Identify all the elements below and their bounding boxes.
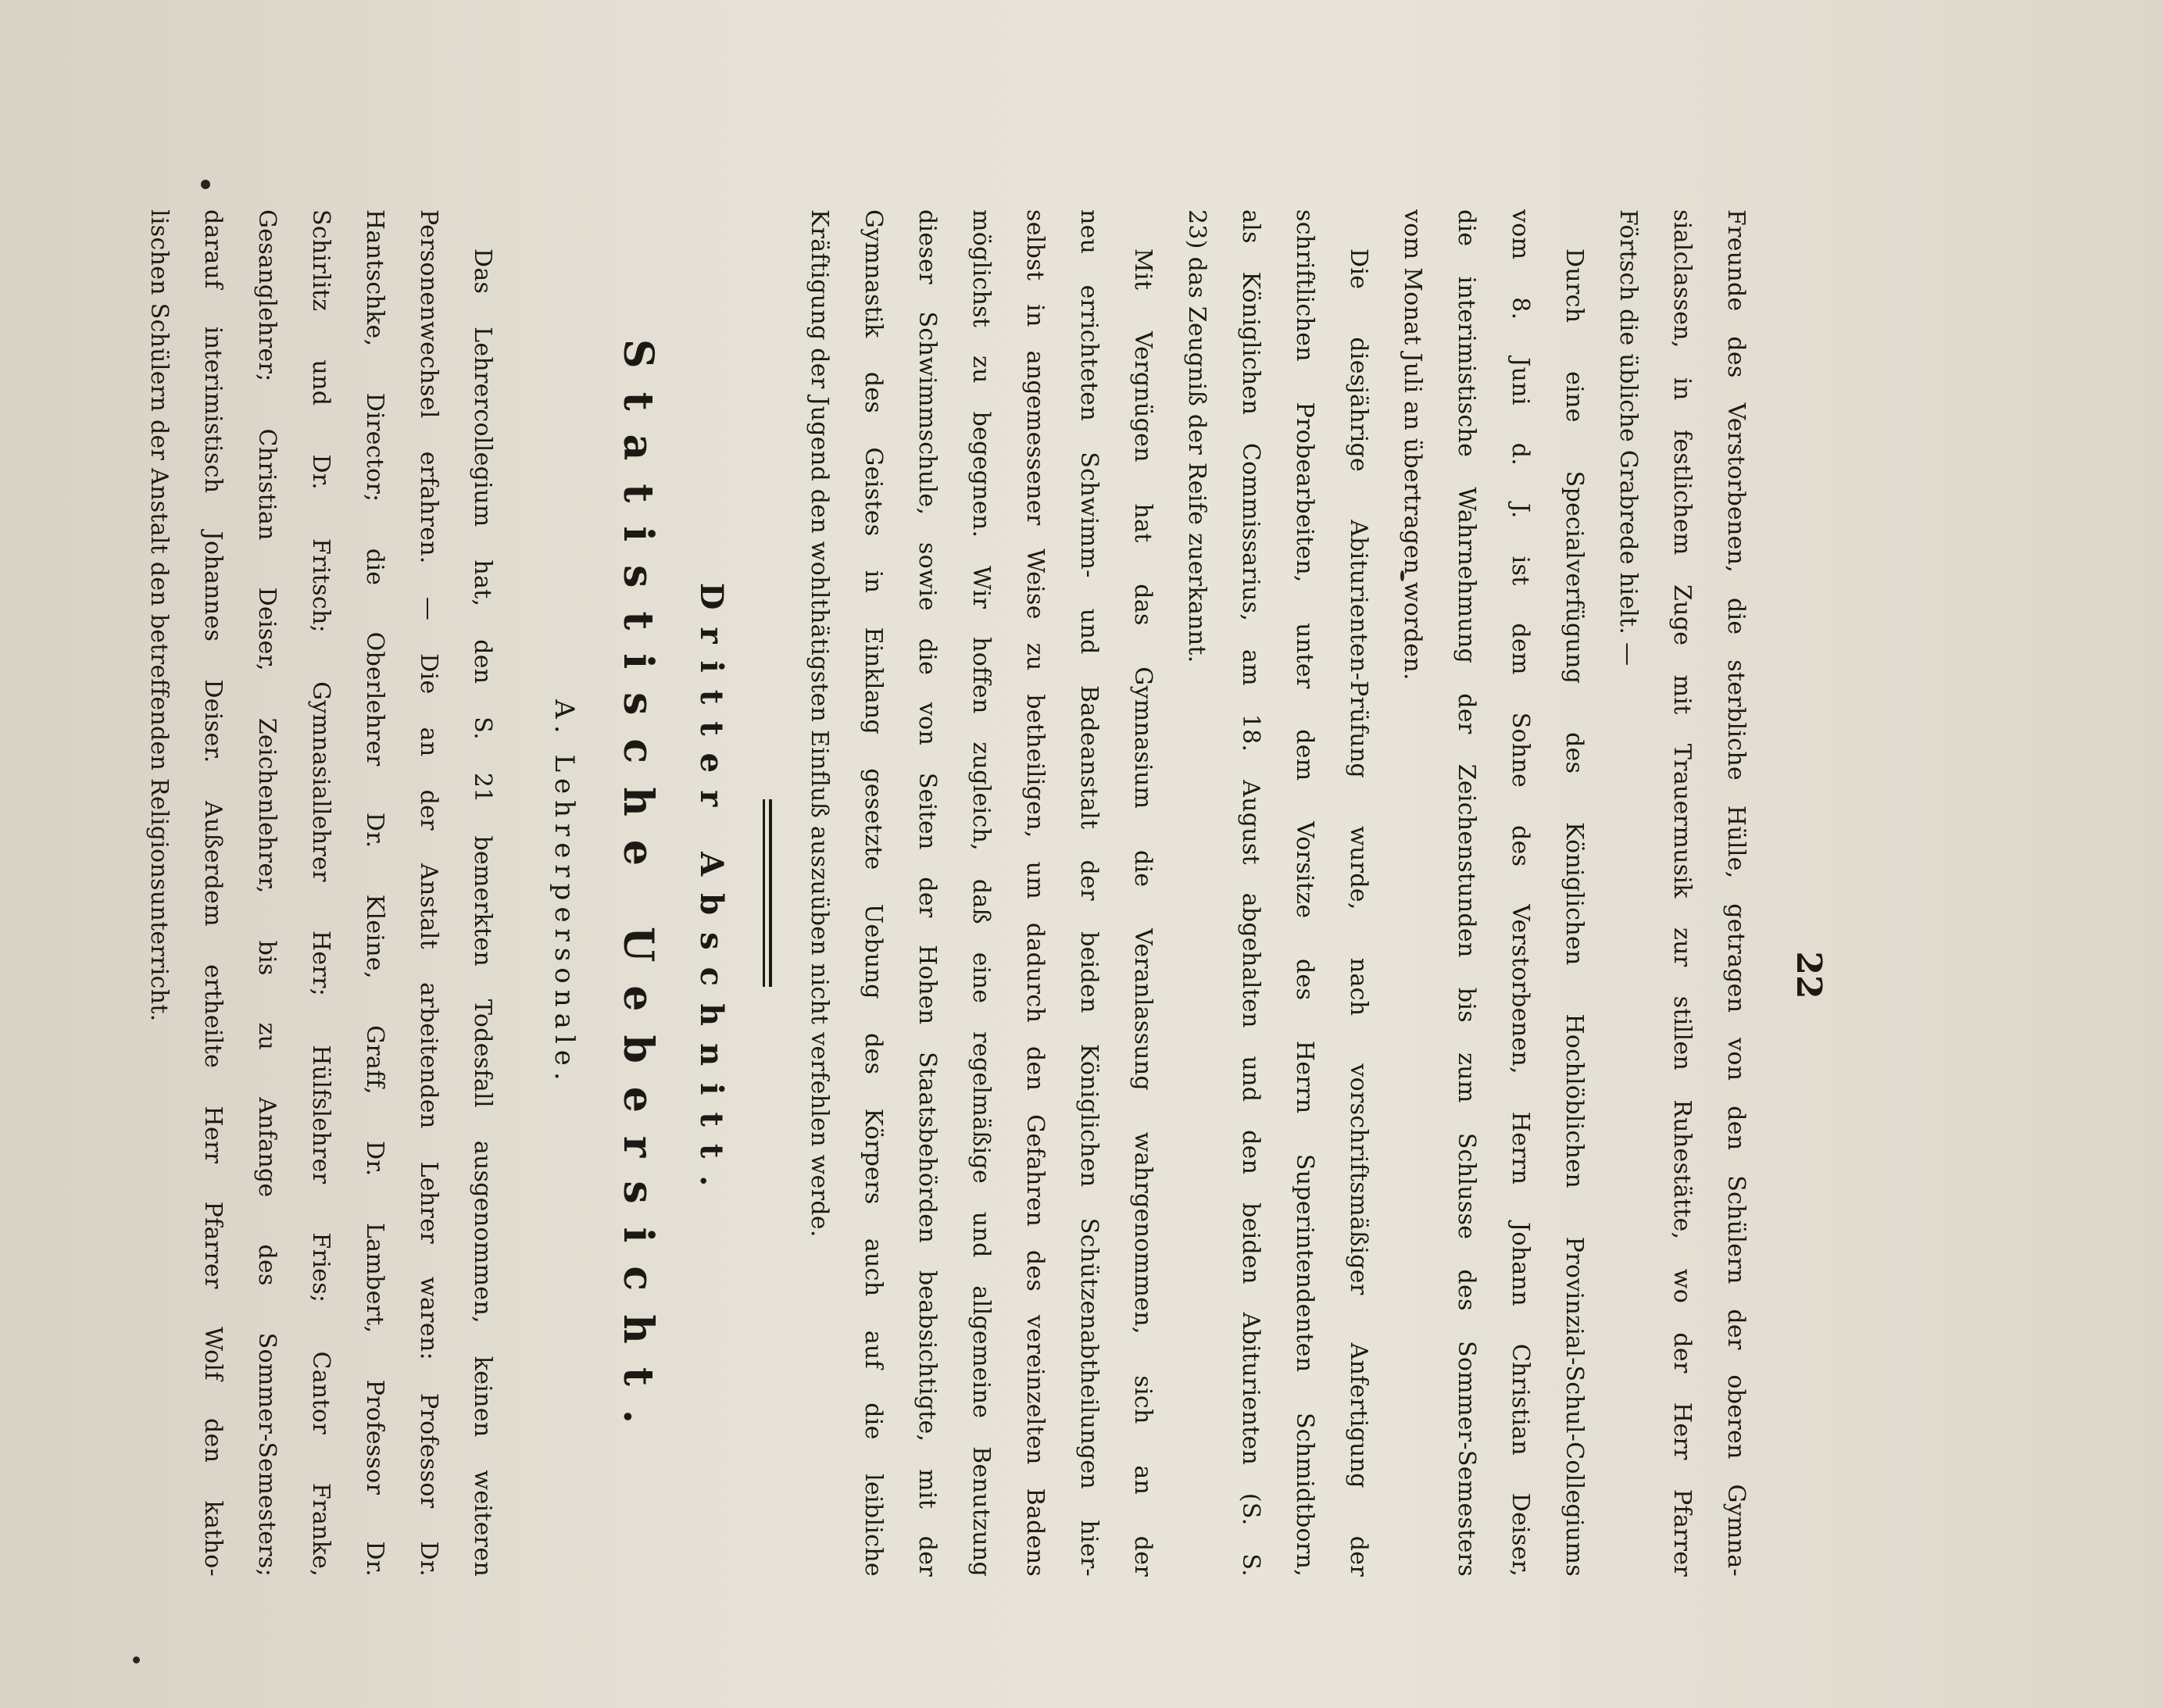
text-line: schriftlichen Probearbeiten, unter dem Vorsitze des Herrn Superintendenten Schmidtborn, (1291, 209, 1318, 1577)
text-line: lischen Schülern der Anstalt den betreffenden Religionsunterricht. (145, 209, 173, 1022)
text-line: vom Monat Juli an übertragen worden. (1399, 209, 1426, 681)
page-body (132, 209, 1763, 1577)
section-heading: Dritter Abschnitt. (693, 582, 730, 1204)
text-line: neu errichteten Schwimm- und Badeanstalt der beiden Königlichen Schützenabtheilungen hier- (1075, 209, 1103, 1577)
text-line: Die diesjährige Abiturienten-Prüfung wurde, nach vorschriftsmäßiger Anfertigung der (1345, 248, 1372, 1577)
text-line: Durch eine Specialverfügung des Königlichen Hochlöblichen Provinzial-Schul-Collegiums (1561, 248, 1588, 1577)
text-line: vom 8. Juni d. J. ist dem Sohne des Verstorbenen, Herrn Johann Christian Deiser, (1507, 209, 1534, 1577)
spacer (509, 209, 531, 1577)
text-line: die interimistische Wahrnehmung der Zeichenstunden bis zum Schlusse des Sommer-Semesters (1453, 209, 1480, 1577)
text-line: selbst in angemessener Weise zu betheiligen, um dadurch den Gefahren des vereinzelten Badens (1021, 209, 1049, 1577)
text-line: Kräftigung der Jugend den wohlthätigsten Einfluß auszuüben nicht verfehlen werde. (806, 209, 833, 1238)
ink-speck (201, 180, 210, 189)
section-title: Statistische Uebersicht. (614, 339, 662, 1447)
text-line: dieser Schwimmschule, sowie die von Seiten der Hohen Staatsbehörden beabsichtigte, mit der (913, 209, 941, 1577)
paragraph-block-2 (132, 209, 509, 1577)
text-line: als Königlichen Commissarius, am 18. August abgehalten und den beiden Abiturienten (S. S. (1237, 209, 1264, 1577)
text-line: Personenwechsel erfahren. — Die an der Anstalt arbeitenden Lehrer waren: Professor Dr. (415, 209, 442, 1577)
text-line: sialclassen, in festlichem Zuge mit Trauermusik zur stillen Ruhestätte, wo der Herr Pfarrer (1668, 209, 1696, 1577)
text-line: möglichst zu begegnen. Wir hoffen zugleich, daß eine regelmäßige und allgemeine Benutzung (967, 209, 995, 1577)
text-line: Mit Vergnügen hat das Gymnasium die Veranlassung wahrgenommen, sich an der (1129, 248, 1157, 1577)
text-line: Freunde des Verstorbenen, die sterbliche Hülle, getragen von den Schülern der oberen Gymna- (1722, 209, 1750, 1577)
text-line: 23) das Zeugniß der Reife zuerkannt. (1183, 209, 1210, 663)
section-divider-rule (763, 799, 772, 987)
text-line: Schirlitz und Dr. Fritsch; Gymnasiallehrer Herr; Hülfslehrer Fries; Cantor Franke, (307, 209, 334, 1577)
text-line: Gesanglehrer; Christian Deiser, Zeichenlehrer, bis zu Anfange des Sommer-Semesters; (253, 209, 281, 1577)
text-line: Hantschke, Director; die Oberlehrer Dr. Kleine, Graff, Dr. Lambert, Professor Dr. (361, 209, 388, 1577)
text-line: Das Lehrercollegium hat, den S. 21 bemerkten Todesfall ausgenommen, keinen weiteren (469, 248, 496, 1577)
text-line: Förtsch die übliche Grabrede hielt. — (1614, 209, 1642, 666)
text-line: Gymnastik des Geistes in Einklang gesetzte Uebung des Körpers auch auf die leibliche (860, 209, 887, 1577)
ink-speck (133, 1656, 140, 1663)
subsection-heading: A. Lehrerpersonale. (549, 699, 580, 1087)
text-line: darauf interimistisch Johannes Deiser. Außerdem ertheilte Herr Pfarrer Wolf den katho- (199, 209, 227, 1577)
rotated-text-block (145, 209, 1832, 1577)
page-number: 22 (1789, 951, 1829, 999)
paragraph-block-1 (792, 209, 1763, 1577)
